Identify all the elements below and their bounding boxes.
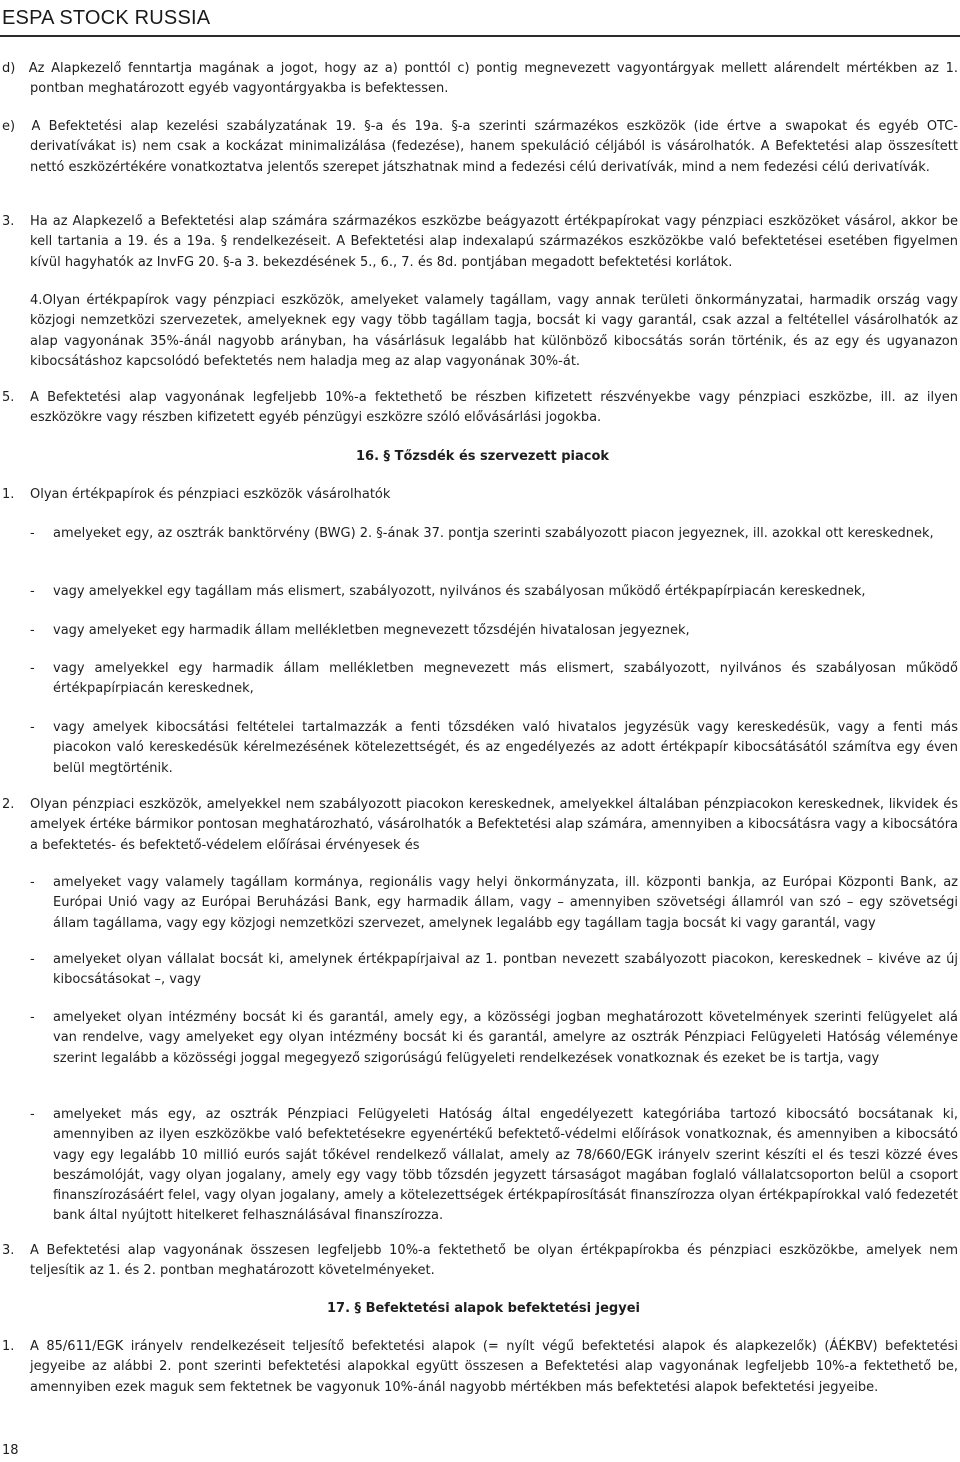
paragraph-number: 2.: [2, 797, 15, 812]
list-item: amelyeket más egy, az osztrák Pénzpiaci Felügyeleti Hatóság által engedélyezett kategóriába tartozó kibocsátó bocsátanak ki, amennyiben az ilyen eszközökbe való befektetésekre egyenértékű befektető-védelmi előírások vonatkoznak, és amennyiben a kibocsátó vagy egy legalább 10 millió eurós saját tőkével rendelkező vállalat, amely az 78/660/EGK irányelv szerint készíti el és teszi közzé éves beszámolóját, vagy olyan jogalany, amely egy vagy több tőzsdén jegyzett társaságot magában foglaló vállalatcsoporton belül a csoport finanszírozásáért felel, vagy olyan jogalany, amely a kötelezettségek értékpapírosítását finanszírozza olyan értékpapírokkal való fedezetét bank által nyújtott hitelkeret felhasználásával finanszírozza.: [53, 1107, 958, 1224]
bullet-dash: -: [30, 1010, 35, 1025]
item-e: e) A Befektetési alap kezelési szabályzatának 19. §-a és 19a. §-a szerinti származékos eszközök (ide értve a swapokat és egyéb OTC-derivatívákat is) nem csak a kockázat minimalizálása (fedezése), hanem spekuláció céljából is vásárolhatók. A Befektetési alap összesített nettó eszközértékére vonatkoztatva jelentős szerepet játszhatnak mind a fedezési célú derivatívák, mind a nem fedezési célú derivatívák.: [2, 119, 958, 175]
paragraph-5: A Befektetési alap vagyonának legfeljebb 10%-a fektethető be részben kifizetett részvényekbe vagy pénzpiaci eszközbe, ill. az ilyen eszközökre vagy részben kifizetett egyéb pénzügyi eszközre szóló elővásárlási jogokba.: [30, 390, 958, 426]
section-16-item-2: Olyan pénzpiaci eszközök, amelyekkel nem szabályozott piacokon kereskednek, amelyekkel általában pénzpiacokon kereskednek, likvidek és amelyek értéke bármikor pontosan meghatározható, vásárolhatók a Befektetési alap számára, amennyiben a kibocsátásra vagy a kibocsátóra a befektetés- és befektető-védelem előírásai érvényesek és: [30, 797, 959, 853]
paragraph-number: 3.: [2, 1243, 15, 1258]
header-rule: [0, 35, 960, 37]
header-title: ESPA STOCK RUSSIA: [2, 7, 211, 29]
page-header: [0, 0, 960, 38]
bullet-dash: -: [30, 875, 35, 890]
list-item: vagy amelyekkel egy harmadik állam mellékletben megnevezett más elismert, szabályozott, nyilvános és szabályosan működő értékpapírpiacán kereskednek,: [53, 661, 958, 697]
bullet-dash: -: [30, 584, 35, 599]
bullet-dash: -: [30, 661, 35, 676]
bullet-dash: -: [30, 1107, 35, 1122]
list-item: vagy amelyeket egy harmadik állam mellékletben megnevezett tőzsdéjén hivatalosan jegyeznek,: [53, 623, 690, 638]
list-item: amelyeket egy, az osztrák banktörvény (BWG) 2. §-ának 37. pontja szerinti szabályozott piacon jegyeznek, ill. azokkal ott kereskednek,: [53, 526, 934, 541]
list-item: amelyeket olyan vállalat bocsát ki, amelynek értékpapírjaival az 1. pontban nevezett szabályozott piacokon, kereskednek – kivéve az új kibocsátásokat –, vagy: [53, 952, 958, 988]
paragraph-number: 1.: [2, 1339, 15, 1354]
bullet-dash: -: [30, 720, 35, 735]
section-16-item-1: Olyan értékpapírok és pénzpiaci eszközök vásárolhatók: [30, 487, 391, 502]
list-item: vagy amelyekkel egy tagállam más elismert, szabályozott, nyilvános és szabályosan működő értékpapírpiacán kereskednek,: [53, 584, 866, 599]
list-item: amelyeket olyan intézmény bocsát ki és garantál, amely egy, a közösségi jogban meghatározott követelmények szerinti felügyelet alá van rendelve, vagy amelyeket egy olyan intézmény bocsát ki és garantál, amelyre az osztrák Pénzpiaci Felügyeleti Hatóság véleménye szerint legalább a közösségi joggal megegyező szigorúságú felügyeleti rendelkezések vonatkoznak és ezeket be is tartja, vagy: [53, 1010, 958, 1066]
section-heading-16: 16. § Tőzsdék és szervezett piacok: [356, 449, 610, 464]
paragraph-4: 4.Olyan értékpapírok vagy pénzpiaci eszközök, amelyeket valamely tagállam, vagy annak területi önkormányzatai, harmadik ország vagy közjogi nemzetközi szervezetek, amelyeknek egy vagy több tagállam tagja, bocsát ki vagy garantál, csak azzal a feltétellel vásárolhatók az alap vagyonának 35%-ánál nagyobb arányban, ha vásárlásuk legalább hat különböző kibocsátás során történik, és az egy és ugyanazon kibocsátáshoz kapcsolódó befektetés nem haladja meg az alap vagyonának 30%-át.: [30, 293, 958, 369]
section-16-item-3: A Befektetési alap vagyonának összesen legfeljebb 10%-a fektethető be olyan értékpapírokba és pénzpiaci eszközökbe, amelyek nem teljesítik az 1. és 2. pontban meghatározott követelményeket.: [30, 1243, 958, 1279]
paragraph-number: 5.: [2, 390, 15, 405]
bullet-dash: -: [30, 623, 35, 638]
list-item: vagy amelyek kibocsátási feltételei tartalmazzák a fenti tőzsdéken való hivatalos jegyzésük vagy kereskedésük, vagy a fenti más piacokon való kereskedésük kérelmezésének kötelezettségét, és az engedélyezés az adott értékpapír kibocsátásától számítva egy éven belül megtörténik.: [53, 720, 958, 776]
page-number: 18: [2, 1443, 19, 1458]
paragraph-3: Ha az Alapkezelő a Befektetési alap számára származékos eszközbe beágyazott értékpapírokat vagy pénzpiaci eszközöket vásárol, akkor be kell tartania a 19. és a 19a. § rendelkezéseit. A Befektetési alap indexalapú származékos eszközökbe való befektetései esetében figyelmen kívül hagyhatók az InvFG 20. §-a 3. bekezdésének 5., 6., 7. és 8d. pontjában megadott befektetési korlátok.: [30, 214, 958, 270]
section-heading-17: 17. § Befektetési alapok befektetési jegyei: [327, 1301, 640, 1316]
section-17-item-1: A 85/611/EGK irányelv rendelkezéseit teljesítő befektetési alapok (= nyílt végű befektetési alapok és alapkezelők) (ÁÉKBV) befektetési jegyeibe az alábbi 2. pont szerinti befektetési alapokkal együtt összesen a Befektetési alap vagyonának legfeljebb 10%-a fektethető be, amennyiben ezek maguk sem fektetnek be vagyonuk 10%-ánál nagyobb mértékben más befektetési alapok befektetési jegyeibe.: [30, 1339, 958, 1395]
item-d: d) Az Alapkezelő fenntartja magának a jogot, hogy az a) ponttól c) pontig megnevezett vagyontárgyak mellett alárendelt mértékben az 1. pontban meghatározott egyéb vagyontárgyakba is befektessen.: [2, 61, 958, 97]
bullet-dash: -: [30, 526, 35, 541]
paragraph-number: 1.: [2, 487, 15, 502]
list-item: amelyeket vagy valamely tagállam kormánya, regionális vagy helyi önkormányzata, ill. központi bankja, az Európai Központi Bank, az Európai Unió vagy az Európai Beruházási Bank, egy harmadik állam, vagy – amennyiben szövetségi államról van szó – egy szövetségi állam tagállama, vagy egy közjogi nemzetközi szervezet, amelynek legalább egy tagállam tagja bocsát ki vagy garantál, vagy: [53, 875, 958, 931]
paragraph-number: 3.: [2, 214, 15, 229]
bullet-dash: -: [30, 952, 35, 967]
